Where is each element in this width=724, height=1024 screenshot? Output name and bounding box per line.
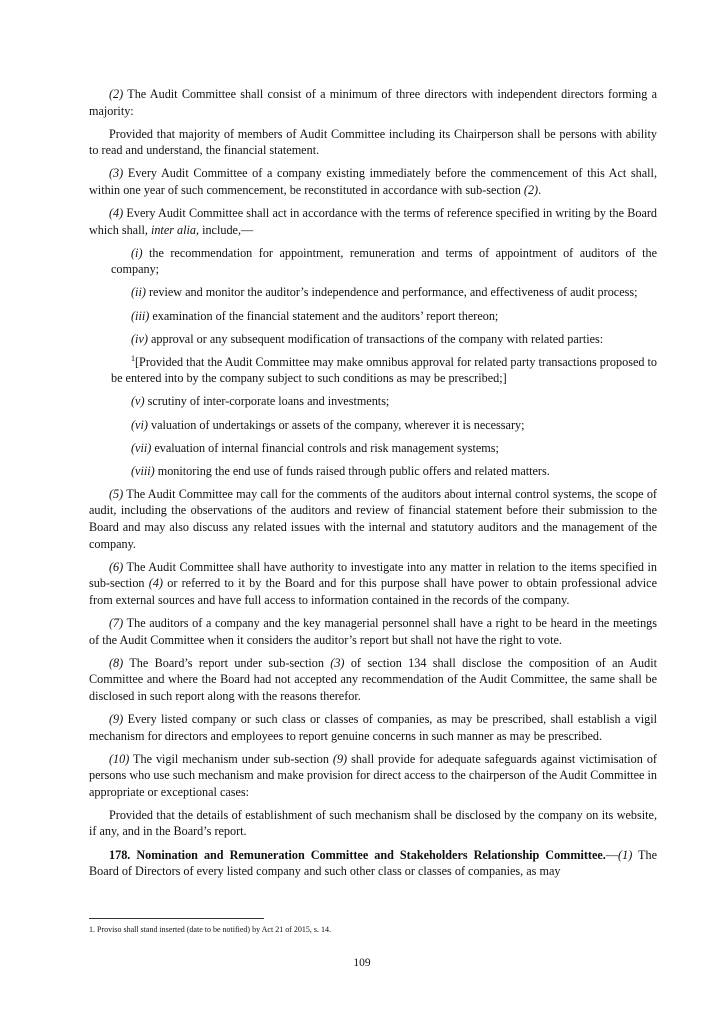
sub-section-5 xyxy=(89,486,657,552)
sub-section-6 xyxy=(89,559,657,609)
paragraph-text: Every Audit Committee shall act in accordance with the terms of reference specified in writing by the Board which shall, xyxy=(89,206,657,237)
clause-iv xyxy=(89,331,657,348)
paragraph-text: Provided that the details of establishment of such mechanism shall be disclosed by the company on its website, if any, and in the Board’s report. xyxy=(89,807,657,839)
proviso-paragraph xyxy=(89,126,657,159)
clause-number: (viii) xyxy=(131,463,155,478)
clause-number: (10) xyxy=(109,751,130,766)
paragraph-text: The Audit Committee shall have authority to investigate into any matter in relation to the items specified in sub-section xyxy=(89,559,657,591)
clause-number: (iii) xyxy=(131,308,150,323)
proviso-paragraph xyxy=(89,807,657,840)
sub-section-3 xyxy=(89,165,657,198)
sub-section-2 xyxy=(89,86,657,119)
paragraph-text: evaluation of internal financial controls and risk management systems; xyxy=(151,440,499,455)
clause-number: (7) xyxy=(109,615,124,630)
page-number: 109 xyxy=(353,957,371,969)
page-body xyxy=(89,86,657,886)
clause-number: (8) xyxy=(109,655,124,670)
heading-dash: — xyxy=(605,847,619,862)
paragraph-text: The auditors of a company and the key managerial personnel shall have a right to be heard in the meetings of the Audit Committee when it considers the auditor’s report but shall not have the right to vote. xyxy=(89,615,657,647)
paragraph-text: scrutiny of inter-corporate loans and investments; xyxy=(144,394,390,409)
paragraph-text: include,— xyxy=(199,222,254,237)
paragraph-text: valuation of undertakings or assets of the company, wherever it is necessary; xyxy=(147,417,525,432)
clause-ii xyxy=(89,284,657,301)
paragraph-text: The vigil mechanism under sub-section xyxy=(129,751,333,766)
paragraph-text: The Audit Committee may call for the comments of the auditors about internal control systems, the scope of audit, including the observations of the auditors and review of financial statement before their submission to the Board and may also discuss any related issues with the internal and statutory auditors and the management of the company. xyxy=(89,486,657,551)
cross-reference: (4) xyxy=(148,576,163,591)
clause-number: (5) xyxy=(109,486,124,501)
sub-section-4 xyxy=(89,205,657,238)
paragraph-text: of section 134 shall disclose the composition of an Audit Committee and where the Board had not accepted any recommendation of the Audit Committee, the same shall be disclosed in such report along with the reasons therefor. xyxy=(89,655,658,703)
cross-reference: (9) xyxy=(332,751,348,766)
latin-phrase: inter alia, xyxy=(150,222,200,237)
paragraph-text: . xyxy=(538,182,542,197)
clause-number: (9) xyxy=(109,711,124,726)
paragraph-text: approval or any subsequent modification of transactions of the company with related parties: xyxy=(147,331,604,346)
clause-v xyxy=(89,393,657,410)
paragraph-text: the recommendation for appointment, remuneration and terms of appointment of auditors of the company; xyxy=(111,245,657,277)
clause-number: (iv) xyxy=(131,331,148,346)
paragraph-text: or referred to it by the Board and for this purpose shall have power to obtain professional advice from external sources and have full access to information contained in the records of the company. xyxy=(89,576,657,607)
paragraph-text: [Provided that the Audit Committee may make omnibus approval for related party transactions proposed to be entered into by the company subject to such conditions as may be prescribed;] xyxy=(111,354,657,386)
clause-number: (2) xyxy=(109,87,124,101)
paragraph-text: The Audit Committee shall consist of a minimum of three directors with independent directors forming a majority: xyxy=(89,87,657,118)
clause-iii xyxy=(89,308,657,325)
clause-number: (3) xyxy=(109,166,124,181)
clause-number: (1) xyxy=(618,847,633,862)
footnote: 1. Proviso shall stand inserted (date to be notified) by Act 21 of 2015, s. 14. xyxy=(89,925,331,934)
clause-vi xyxy=(89,417,657,434)
clause-number: (vi) xyxy=(131,417,148,432)
clause-i xyxy=(89,245,657,278)
footnote-divider xyxy=(89,918,264,919)
clause-number: (v) xyxy=(131,394,145,409)
inserted-proviso xyxy=(89,354,657,387)
paragraph-text: examination of the financial statement and the auditors’ report thereon; xyxy=(149,308,499,323)
sub-section-10 xyxy=(89,751,657,801)
clause-number: (i) xyxy=(131,245,143,260)
paragraph-text: The Board’s report under sub-section xyxy=(123,655,331,670)
paragraph-text: The Board of Directors of every listed company and such other class or classes of companies, as may xyxy=(89,847,657,879)
cross-reference: (2) xyxy=(523,182,539,197)
clause-number: (vii) xyxy=(131,440,152,455)
paragraph-text: Provided that majority of members of Audit Committee including its Chairperson shall be persons with ability to read and understand, the financial statement. xyxy=(89,126,657,158)
paragraph-text: shall provide for adequate safeguards against victimisation of persons who use such mechanism and make provision for direct access to the chairperson of the Audit Committee in appropriate or exceptional cases: xyxy=(89,751,657,799)
clause-viii xyxy=(89,463,657,480)
sub-section-7 xyxy=(89,615,657,648)
paragraph-text: monitoring the end use of funds raised through public offers and related matters. xyxy=(154,463,550,478)
clause-number: (6) xyxy=(109,559,124,574)
clause-number: (ii) xyxy=(131,285,146,300)
sub-section-9 xyxy=(89,711,657,744)
section-heading: 178. Nomination and Remuneration Committee and Stakeholders Relationship Committee. xyxy=(109,847,606,862)
sub-section-8 xyxy=(89,655,657,705)
paragraph-text: Every listed company or such class or classes of companies, as may be prescribed, shall establish a vigil mechanism for directors and employees to report genuine concerns in such manner as may be prescribed. xyxy=(89,711,657,743)
clause-vii xyxy=(89,440,657,457)
cross-reference: (3) xyxy=(330,655,345,670)
section-178 xyxy=(89,847,657,880)
paragraph-text: review and monitor the auditor’s independence and performance, and effectiveness of audit process; xyxy=(145,285,638,300)
footnote-marker: 1 xyxy=(131,353,135,363)
paragraph-text: Every Audit Committee of a company existing immediately before the commencement of this Act shall, within one year of such commencement, be reconstituted in accordance with sub-section xyxy=(89,166,657,197)
clause-number: (4) xyxy=(109,206,124,221)
